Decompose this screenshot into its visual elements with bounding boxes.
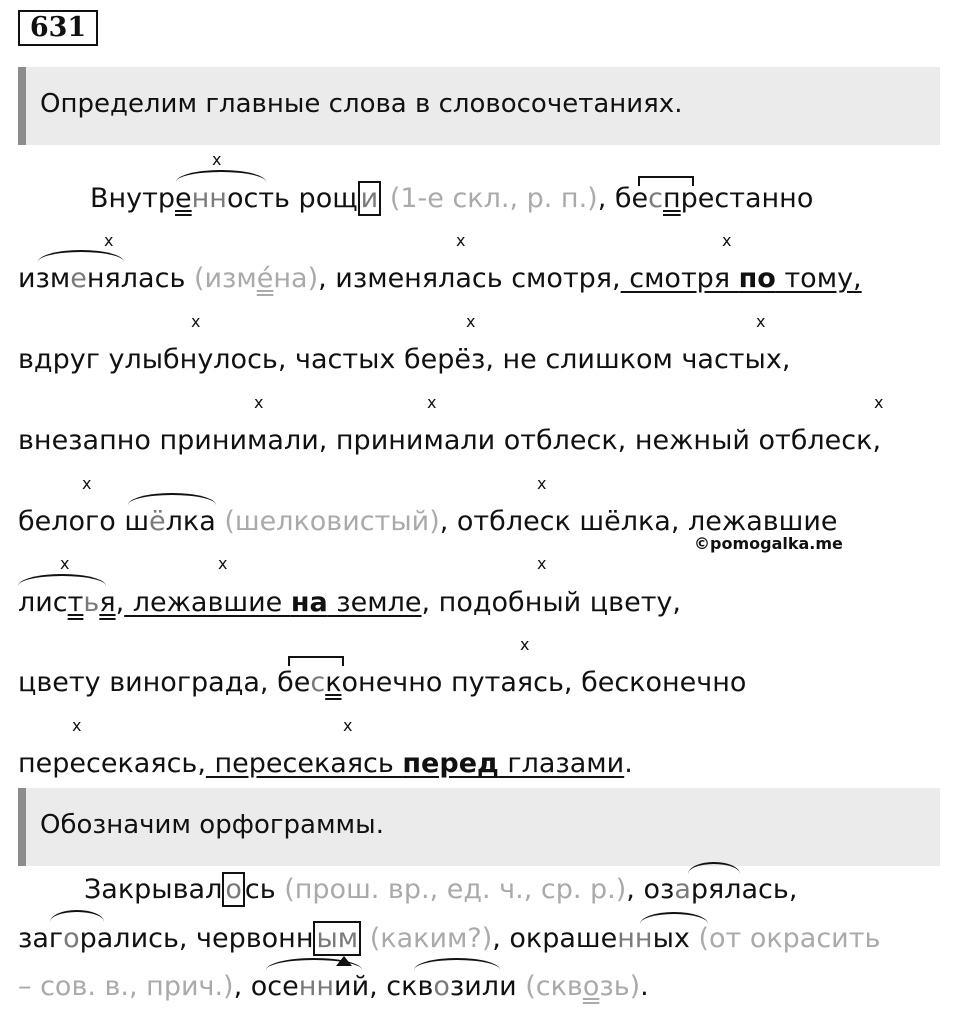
text-line-1: Внутренность рощ и (1-е скл., р. п.), беспрестанно bbox=[90, 183, 814, 214]
cross-mark: x bbox=[72, 716, 82, 735]
prefix-bracket-mark bbox=[638, 176, 694, 186]
cross-mark: x bbox=[343, 716, 353, 735]
cross-mark: x bbox=[756, 312, 766, 331]
root-arc-mark bbox=[176, 170, 266, 182]
text-line-11: – сов. в., прич.), осенний, сквозили (сквозь). bbox=[18, 971, 649, 1002]
exercise-number: 631 bbox=[18, 10, 98, 46]
ending-link-mark bbox=[336, 956, 352, 966]
cross-mark: x bbox=[60, 554, 70, 573]
text-line-3: вдруг улыбнулось, частых берёз, не слишком частых, bbox=[18, 344, 791, 375]
suffix-arc-mark bbox=[640, 912, 708, 924]
root-arc-mark bbox=[128, 493, 216, 505]
cross-mark: x bbox=[520, 635, 530, 654]
root-arc-mark bbox=[414, 958, 500, 970]
prefix-bracket-mark bbox=[288, 656, 344, 666]
text-line-6: листья, лежавшие на земле, подобный цвету, bbox=[18, 587, 681, 618]
cross-mark: x bbox=[722, 231, 732, 250]
section-header-main-words bbox=[18, 67, 940, 145]
section-header-text: Определим главные слова в словосочетаниях. bbox=[40, 89, 683, 119]
cross-mark: x bbox=[537, 474, 547, 493]
root-arc-mark bbox=[38, 250, 124, 262]
cross-mark: x bbox=[874, 393, 884, 412]
cross-mark: x bbox=[82, 474, 92, 493]
text-line-7: цвету винограда, бесконечно путаясь, бесконечно bbox=[18, 667, 747, 698]
cross-mark: x bbox=[218, 554, 228, 573]
cross-mark: x bbox=[466, 312, 476, 331]
text-line-9: Закрывал о сь (прош. вр., ед. ч., ср. р.), озарялась, bbox=[84, 874, 798, 905]
section-header-text: Обозначим орфограммы. bbox=[40, 810, 384, 840]
cross-mark: x bbox=[427, 393, 437, 412]
root-arc-mark bbox=[50, 910, 104, 922]
watermark: ©pomogalka.me bbox=[694, 534, 843, 553]
text-line-10: загорались, червонн ым (каким?), окрашенных (от окрасить bbox=[18, 923, 881, 954]
cross-mark: x bbox=[537, 554, 547, 573]
root-arc-mark bbox=[18, 574, 106, 586]
text-line-5: белого шёлка (шелковистый), отблеск шёлка, лежавшие bbox=[18, 506, 838, 537]
cross-mark: x bbox=[456, 231, 466, 250]
cross-mark: x bbox=[104, 231, 114, 250]
cross-mark: x bbox=[212, 150, 222, 169]
text-line-8: пересекаясь, пересекаясь перед глазами. bbox=[18, 748, 633, 779]
text-line-4: внезапно принимали, принимали отблеск, нежный отблеск, bbox=[18, 425, 882, 456]
text-line-2: изменялась (измéна), изменялась смотря, смотря по тому, bbox=[18, 263, 862, 294]
cross-mark: x bbox=[191, 312, 201, 331]
section-header-orthograms bbox=[18, 788, 940, 866]
cross-mark: x bbox=[254, 393, 264, 412]
